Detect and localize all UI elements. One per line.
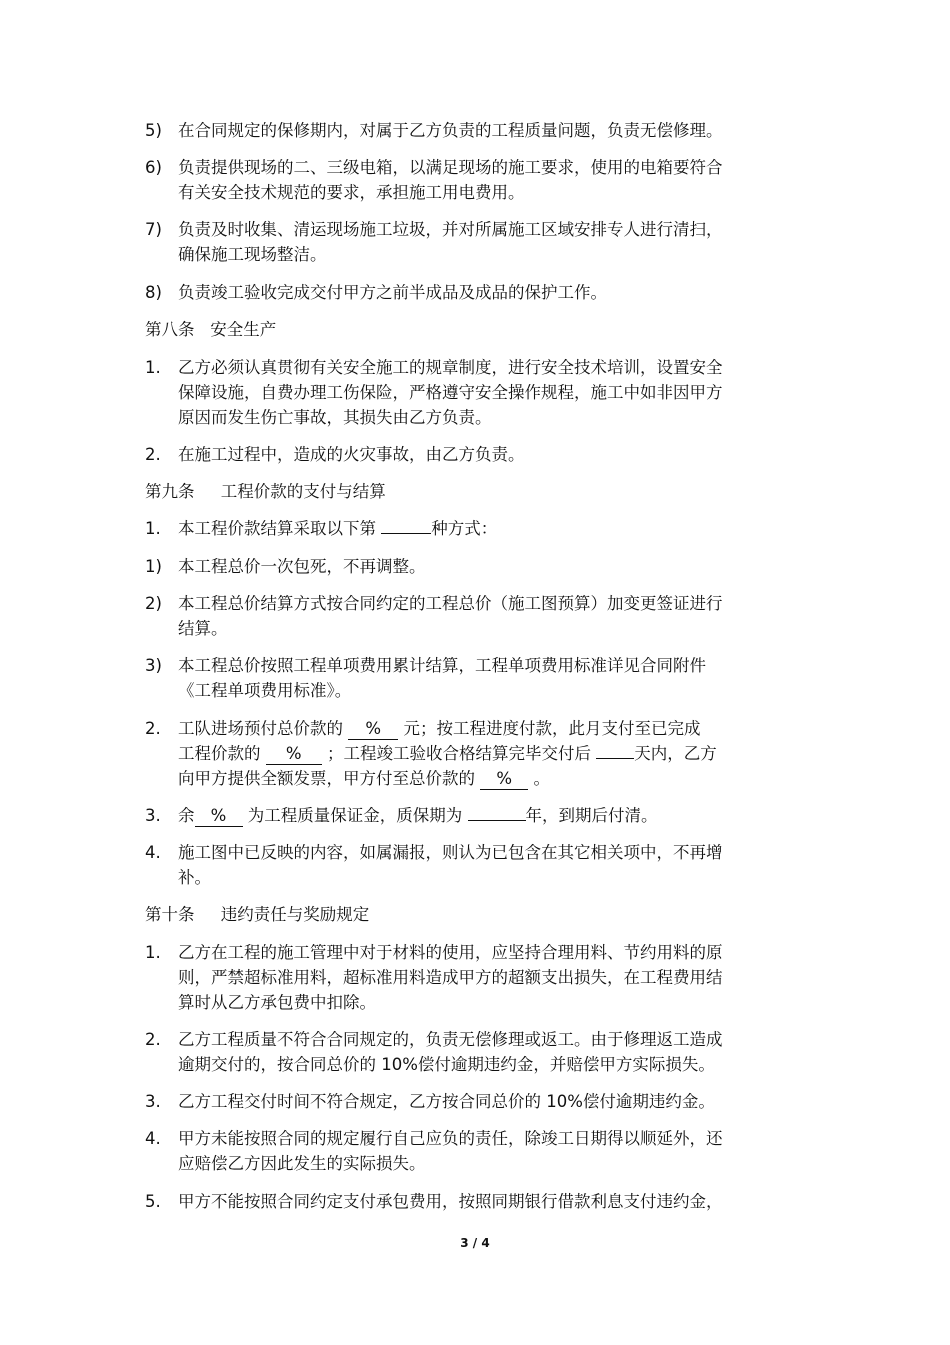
text-segment: 向甲方提供全额发票，甲方付至总价款的 bbox=[178, 769, 481, 788]
list-item bbox=[145, 803, 805, 828]
item-text: 本工程总价按照工程单项费用累计结算，工程单项费用标准详见合同附件 bbox=[178, 656, 706, 675]
list-item bbox=[145, 280, 805, 305]
item-number: 4. bbox=[145, 1129, 161, 1148]
text-segment: ；工程竣工验收合格结算完毕交付后 bbox=[321, 744, 597, 763]
text-segment: 天内，乙方 bbox=[634, 744, 717, 763]
item-number: 2. bbox=[145, 719, 161, 738]
item-number: 8) bbox=[145, 283, 162, 302]
list-item bbox=[145, 155, 805, 205]
item-text bbox=[178, 516, 805, 541]
item-text: 负责竣工验收完成交付甲方之前半成品及成品的保护工作。 bbox=[178, 283, 607, 302]
list-item bbox=[145, 591, 805, 641]
item-text: 本工程总价一次包死，不再调整。 bbox=[178, 557, 426, 576]
item-text: 有关安全技术规范的要求，承担施工用电费用。 bbox=[178, 183, 525, 202]
item-number: 3. bbox=[145, 1092, 161, 1111]
list-item bbox=[145, 1089, 805, 1114]
list-item bbox=[145, 217, 805, 267]
item-text: 乙方必须认真贯彻有关安全施工的规章制度，进行安全技术培训，设置安全 bbox=[178, 358, 723, 377]
item-number: 1. bbox=[145, 519, 161, 538]
list-item bbox=[145, 1027, 805, 1077]
item-text: 应赔偿乙方因此发生的实际损失。 bbox=[178, 1154, 426, 1173]
item-number: 2. bbox=[145, 1030, 161, 1049]
item-number: 5) bbox=[145, 121, 162, 140]
list-item bbox=[145, 716, 805, 791]
item-text: 本工程总价结算方式按合同约定的工程总价（施工图预算）加变更签证进行 bbox=[178, 594, 723, 613]
item-text: 在合同规定的保修期内，对属于乙方负责的工程质量问题，负责无偿修理。 bbox=[178, 121, 723, 140]
item-number: 6) bbox=[145, 158, 162, 177]
text-segment: 元；按工程进度付款，此月支付至已完成 bbox=[398, 719, 701, 738]
item-text: 乙方在工程的施工管理中对于材料的使用，应坚持合理用料、节约用料的原 bbox=[178, 943, 723, 962]
text-segment: 为工程质量保证金，质保期为 bbox=[242, 806, 468, 825]
item-text: 保障设施，自费办理工伤保险，严格遵守安全操作规程，施工中如非因甲方 bbox=[178, 383, 723, 402]
section-heading: 第九条 工程价款的支付与结算 bbox=[145, 482, 386, 501]
item-number: 4. bbox=[145, 843, 161, 862]
section-heading: 第十条 违约责任与奖励规定 bbox=[145, 905, 370, 924]
item-text: 乙方工程质量不符合合同规定的，负责无偿修理或返工。由于修理返工造成 bbox=[178, 1030, 723, 1049]
item-text: 确保施工现场整洁。 bbox=[178, 245, 327, 264]
item-text: 补。 bbox=[178, 868, 211, 887]
item-text: 乙方工程交付时间不符合规定，乙方按合同总价的 10%偿付逾期违约金。 bbox=[178, 1092, 715, 1111]
item-text: 负责及时收集、清运现场施工垃圾，并对所属施工区域安排专人进行清扫， bbox=[178, 220, 723, 239]
item-text bbox=[178, 741, 805, 766]
item-text: 施工图中已反映的内容，如属漏报，则认为已包含在其它相关项中，不再增 bbox=[178, 843, 723, 862]
item-text: 《工程单项费用标准》。 bbox=[178, 681, 352, 700]
fill-blank[interactable] bbox=[596, 758, 634, 759]
item-number: 2) bbox=[145, 594, 162, 613]
percent-blank[interactable]: % bbox=[266, 744, 322, 765]
item-number: 3) bbox=[145, 656, 162, 675]
item-number: 1. bbox=[145, 358, 161, 377]
list-item bbox=[145, 355, 805, 430]
item-text: 结算。 bbox=[178, 619, 228, 638]
list-item bbox=[145, 118, 805, 143]
item-text: 负责提供现场的二、三级电箱，以满足现场的施工要求，使用的电箱要符合 bbox=[178, 158, 723, 177]
percent-blank[interactable]: % bbox=[480, 769, 528, 790]
item-number: 7) bbox=[145, 220, 162, 239]
item-text: 在施工过程中，造成的火灾事故，由乙方负责。 bbox=[178, 445, 525, 464]
percent-blank[interactable]: % bbox=[195, 806, 243, 827]
text-segment: 工程价款的 bbox=[178, 744, 266, 763]
text-segment: 。 bbox=[528, 769, 550, 788]
list-item bbox=[145, 1126, 805, 1176]
section-heading: 第八条 安全生产 bbox=[145, 320, 277, 339]
list-item bbox=[145, 940, 805, 1015]
page-number: 3 / 4 bbox=[460, 1236, 490, 1250]
text-segment: 年，到期后付清。 bbox=[525, 806, 658, 825]
item-number: 3. bbox=[145, 806, 161, 825]
item-text: 算时从乙方承包费中扣除。 bbox=[178, 993, 376, 1012]
text-segment: 本工程价款结算采取以下第 bbox=[178, 519, 382, 538]
item-number: 5. bbox=[145, 1192, 161, 1211]
fill-blank[interactable] bbox=[381, 533, 431, 534]
item-number: 2. bbox=[145, 445, 161, 464]
list-item bbox=[145, 653, 805, 703]
item-text: 则，严禁超标准用料，超标准用料造成甲方的超额支出损失，在工程费用结 bbox=[178, 968, 723, 987]
item-text bbox=[178, 803, 805, 828]
fill-blank[interactable] bbox=[468, 820, 526, 821]
item-text bbox=[178, 766, 805, 791]
item-text bbox=[178, 716, 805, 741]
item-text: 逾期交付的，按合同总价的 10%偿付逾期违约金，并赔偿甲方实际损失。 bbox=[178, 1055, 715, 1074]
item-number: 1. bbox=[145, 943, 161, 962]
list-item bbox=[145, 516, 805, 541]
list-item bbox=[145, 442, 805, 467]
list-item bbox=[145, 554, 805, 579]
item-text: 甲方不能按照合同约定支付承包费用，按照同期银行借款利息支付违约金， bbox=[178, 1192, 723, 1211]
list-item bbox=[145, 840, 805, 890]
item-text: 甲方未能按照合同的规定履行自己应负的责任，除竣工日期得以顺延外，还 bbox=[178, 1129, 723, 1148]
percent-blank[interactable]: % bbox=[348, 719, 398, 740]
text-segment: 余 bbox=[178, 806, 195, 825]
item-number: 1) bbox=[145, 557, 162, 576]
list-item bbox=[145, 1189, 805, 1214]
text-segment: 工队进场预付总价款的 bbox=[178, 719, 349, 738]
item-text: 原因而发生伤亡事故，其损失由乙方负责。 bbox=[178, 408, 492, 427]
text-segment: 种方式： bbox=[431, 519, 498, 538]
